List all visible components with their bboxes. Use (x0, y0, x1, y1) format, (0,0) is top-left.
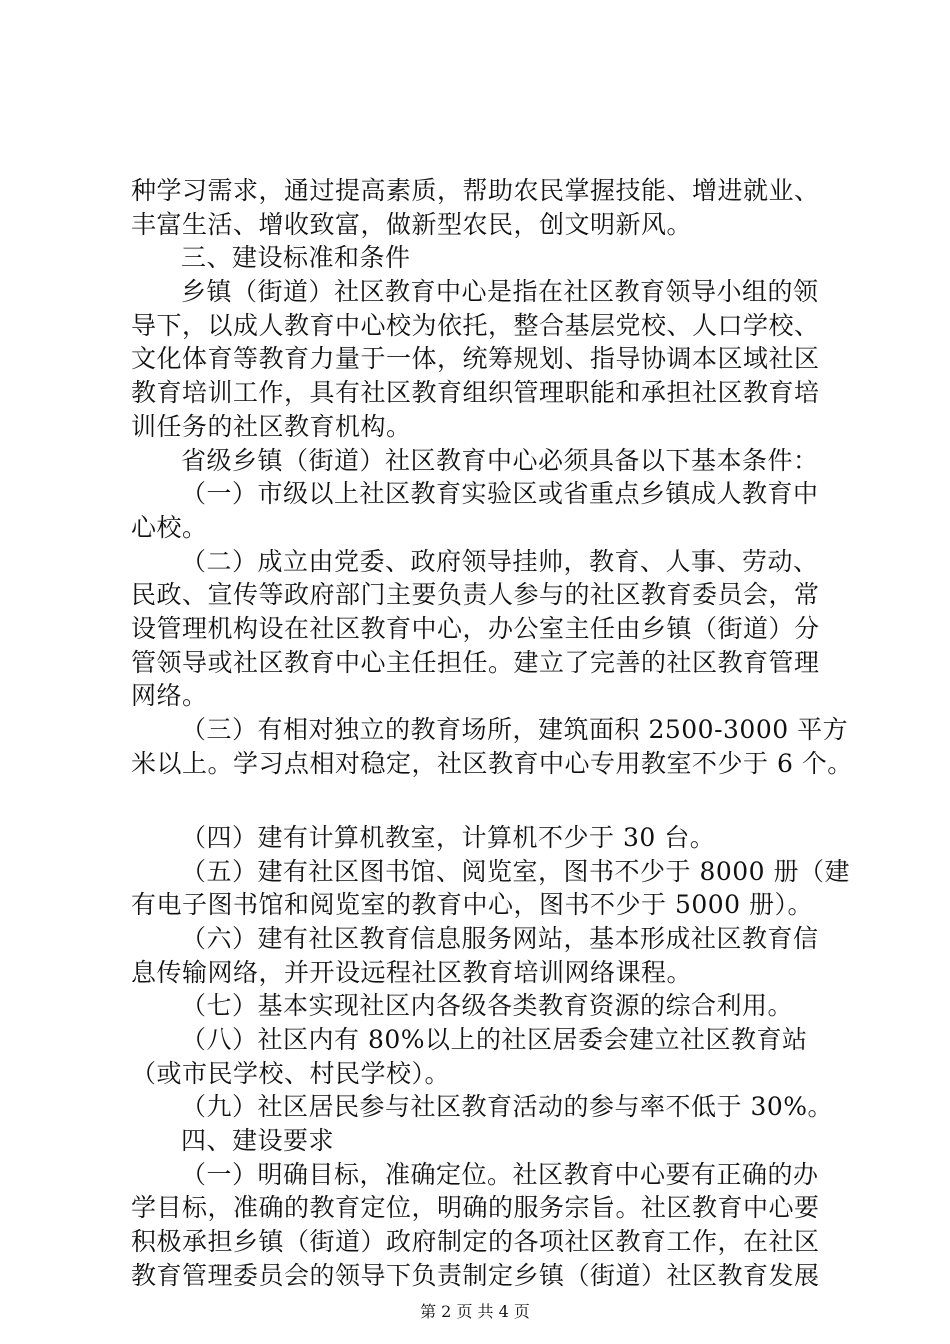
text-line: 乡镇（街道）社区教育中心是指在社区教育领导小组的领 (181, 277, 819, 306)
text-line: 学目标，准确的教育定位，明确的服务宗旨。社区教育中心要 (131, 1193, 820, 1222)
text-line: 积极承担乡镇（街道）政府制定的各项社区教育工作，在社区 (131, 1227, 820, 1256)
text-line: 网络。 (131, 681, 208, 710)
text-line: 导下，以成人教育中心校为依托，整合基层党校、人口学校、 (131, 311, 820, 340)
text-line: 米以上。学习点相对稳定，社区教育中心专用教室不少于 6 个。 (131, 749, 853, 778)
text-line: 有电子图书馆和阅览室的教育中心，图书不少于 5000 册）。 (131, 890, 814, 919)
text-line: （或市民学校、村民学校）。 (131, 1059, 451, 1088)
text-line: （一）明确目标，准确定位。社区教育中心要有正确的办 (181, 1160, 819, 1189)
text-line: （八）社区内有 80%以上的社区居委会建立社区教育站 (181, 1025, 808, 1054)
text-line: （一）市级以上社区教育实验区或省重点乡镇成人教育中 (181, 479, 819, 508)
text-line: 教育培训工作，具有社区教育组织管理职能和承担社区教育培 (131, 378, 820, 407)
section-heading: 三、建设标准和条件 (181, 243, 411, 272)
section-heading: 四、建设要求 (181, 1126, 335, 1155)
text-line: （六）建有社区教育信息服务网站，基本形成社区教育信 (181, 924, 819, 953)
text-line: 民政、宣传等政府部门主要负责人参与的社区教育委员会，常 (131, 580, 820, 609)
text-line: 种学习需求，通过提高素质，帮助农民掌握技能、增进就业、 (131, 176, 820, 205)
text-line: 文化体育等教育力量于一体，统筹规划、指导协调本区域社区 (131, 344, 820, 373)
text-line: （三）有相对独立的教育场所，建筑面积 2500-3000 平方 (181, 715, 849, 744)
text-line: （四）建有计算机教室，计算机不少于 30 台。 (181, 823, 716, 852)
text-line: 心校。 (131, 513, 208, 542)
text-line: 丰富生活、增收致富，做新型农民，创文明新风。 (131, 210, 693, 239)
text-line: 省级乡镇（街道）社区教育中心必须具备以下基本条件： (181, 446, 819, 475)
text-line: （五）建有社区图书馆、阅览室，图书不少于 8000 册（建 (181, 857, 851, 886)
text-line: （九）社区居民参与社区教育活动的参与率不低于 30%。 (181, 1092, 834, 1121)
text-line: 管领导或社区教育中心主任担任。建立了完善的社区教育管理 (131, 648, 820, 677)
text-line: 息传输网络，并开设远程社区教育培训网络课程。 (131, 958, 693, 987)
text-line: 教育管理委员会的领导下负责制定乡镇（街道）社区教育发展 (131, 1261, 820, 1290)
page-footer: 第 2 页 共 4 页 (420, 1302, 530, 1321)
text-line: （二）成立由党委、政府领导挂帅，教育、人事、劳动、 (181, 547, 819, 576)
text-line: （七）基本实现社区内各级各类教育资源的综合利用。 (181, 991, 794, 1020)
text-line: 训任务的社区教育机构。 (131, 412, 412, 441)
text-line: 设管理机构设在社区教育中心，办公室主任由乡镇（街道）分 (131, 614, 820, 643)
